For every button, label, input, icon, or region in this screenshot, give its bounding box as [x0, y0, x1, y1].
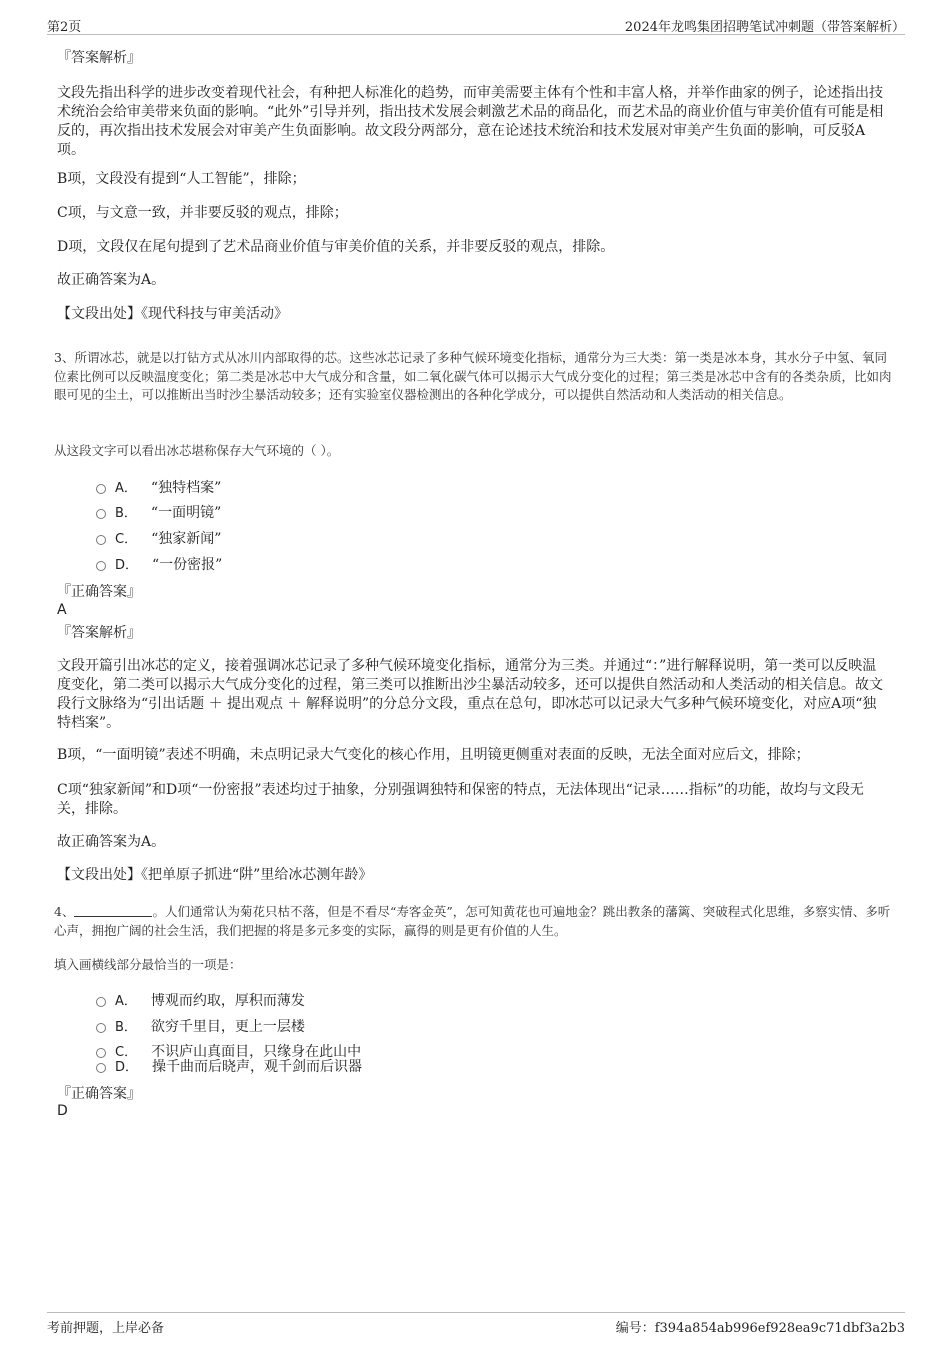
page-header	[47, 14, 905, 35]
q4-number: 4、	[54, 904, 75, 919]
q3-analysis-paragraph: 文段开篇引出冰芯的定义，接着强调冰芯记录了多种气候环境变化指标，通常分为三类。并通过“：”进行解释说明，第一类可以反映温度变化，第二类可以揭示大气成分变化的过程，第三类可以推断出沙尘暴活动较多，还可以提供自然活动和人类活动的相关信息。故文段行文脉络为“引出话题 ＋ 提出观点 ＋ 解释说明”的分总分文段，重点在总句，即冰芯可以记录大气多种气候环境变化，对应A项“独特档案”。	[57, 658, 883, 731]
radio-icon[interactable]	[96, 997, 106, 1007]
q2-source: 【文段出处】《现代科技与审美活动》	[57, 306, 288, 322]
q3-analysis-label: 『答案解析』	[57, 625, 141, 641]
q4-stem-text: 。人们通常认为菊花只枯不落，但是不看尽“寿客金英”，怎可知黄花也可遍地金？跳出教条的藩篱、突破程式化思维，多察实情、多听心声，拥抱广阔的社会生活，我们把握的将是多元多变的实际，赢得的则是更有价值的人生。	[54, 904, 891, 938]
q2-option-b-analysis: B项，文段没有提到“人工智能”，排除；	[57, 171, 306, 187]
q4-option-c[interactable]: C． 不识庐山真面目，只缘身在此山中	[96, 1043, 361, 1062]
page-number: 第2页	[47, 20, 82, 35]
q4-question: 填入画横线部分最恰当的一项是：	[54, 957, 242, 972]
q4-answer: D	[57, 1103, 68, 1119]
page-footer	[47, 1312, 905, 1337]
q4-answer-label: 『正确答案』	[57, 1086, 141, 1102]
q3-conclusion: 故正确答案为A。	[57, 834, 166, 850]
q3-answer: A	[57, 602, 67, 618]
q4-option-a[interactable]: A． 博观而约取，厚积而薄发	[96, 992, 305, 1011]
radio-icon[interactable]	[96, 484, 106, 494]
q3-answer-label: 『正确答案』	[57, 584, 141, 600]
q3-option-c[interactable]: C． “独家新闻”	[96, 530, 221, 549]
radio-icon[interactable]	[96, 1063, 106, 1073]
q2-option-c-analysis: C项，与文意一致，并非要反驳的观点，排除；	[57, 205, 348, 221]
q3-option-a[interactable]: A． “独特档案”	[96, 479, 221, 498]
document-id: 编号：f394a854ab996ef928ea9c71dbf3a2b3	[615, 1321, 905, 1336]
fill-blank	[74, 904, 152, 917]
q2-conclusion: 故正确答案为A。	[57, 272, 166, 288]
q4-stem	[54, 903, 896, 940]
q2-analysis-label: 『答案解析』	[57, 50, 141, 66]
q4-option-b[interactable]: B． 欲穷千里目，更上一层楼	[96, 1018, 305, 1037]
radio-icon[interactable]	[96, 509, 106, 519]
q3-option-b[interactable]: B． “一面明镜”	[96, 504, 221, 523]
radio-icon[interactable]	[96, 1023, 106, 1033]
q3-stem: 3、所谓冰芯，就是以打钻方式从冰川内部取得的芯。这些冰芯记录了多种气候环境变化指标，通常分为三大类：第一类是冰本身，其水分子中氢、氧同位素比例可以反映温度变化；第二类是冰芯中大气成分和含量，如二氧化碳气体可以揭示大气成分变化的过程；第三类是冰芯中含有的各类杂质，比如肉眼可见的尘土，可以推断出当时沙尘暴活动较多；还有实验室仪器检测出的各种化学成分，可以提供自然活动和人类活动的相关信息。	[54, 350, 892, 402]
radio-icon[interactable]	[96, 535, 106, 545]
radio-icon[interactable]	[96, 1048, 106, 1058]
radio-icon[interactable]	[96, 561, 106, 571]
q2-option-d-analysis: D项，文段仅在尾句提到了艺术品商业价值与审美价值的关系，并非要反驳的观点，排除。	[57, 239, 615, 255]
q2-analysis-paragraph: 文段先指出科学的进步改变着现代社会，有种把人标准化的趋势，而审美需要主体有个性和丰富人格，并举作曲家的例子，论述指出技术统治会给审美带来负面的影响。“此外”引导并列，指出技术发展会刺激艺术品的商品化，而艺术品的商业价值与审美价值有可能是相反的，再次指出技术发展会对审美产生负面影响。故文段分两部分，意在论述技术统治和技术发展对审美产生负面的影响，可反驳A项。	[57, 85, 884, 158]
q3-question: 从这段文字可以看出冰芯堪称保存大气环境的（ ）。	[54, 443, 340, 458]
q4-option-d[interactable]: D． 操千曲而后晓声，观千剑而后识器	[96, 1058, 362, 1077]
footer-slogan: 考前押题，上岸必备	[47, 1321, 165, 1336]
document-title: 2024年龙鸣集团招聘笔试冲刺题（带答案解析）	[624, 20, 905, 35]
q3-option-cd-analysis: C项“独家新闻”和D项“一份密报”表述均过于抽象，分别强调独特和保密的特点，无法体现出“记录……指标”的功能，故均与文段无关，排除。	[57, 782, 864, 817]
q3-source: 【文段出处】《把单原子抓进“阱”里给冰芯测年龄》	[57, 867, 373, 883]
q3-option-b-analysis: B项，“一面明镜”表述不明确，未点明记录大气变化的核心作用，且明镜更侧重对表面的反映，无法全面对应后文，排除；	[57, 747, 810, 763]
q3-option-d[interactable]: D． “一份密报”	[96, 556, 222, 575]
